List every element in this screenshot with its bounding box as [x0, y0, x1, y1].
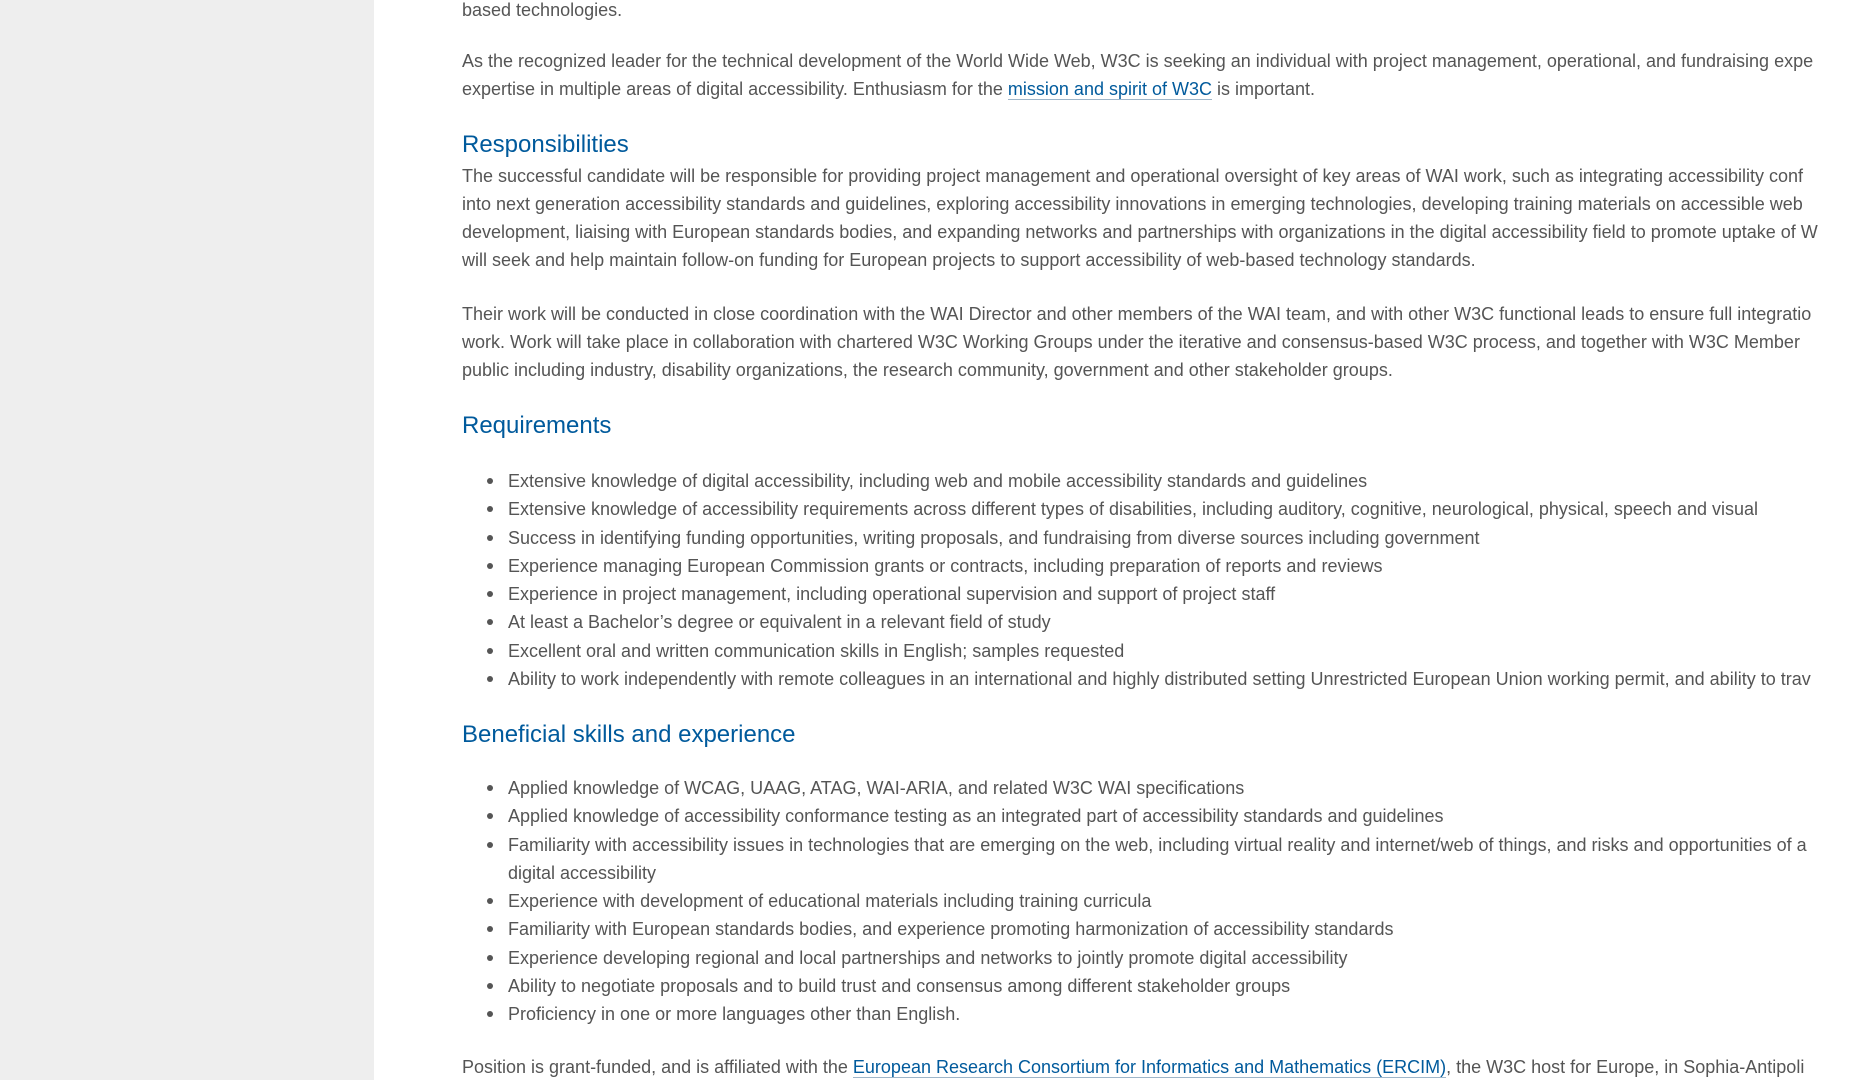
list-item: Familiarity with European standards bodies, and experience promoting harmonization of accessibility standards [462, 915, 1807, 943]
list-item: At least a Bachelor’s degree or equivalent in a relevant field of study [462, 608, 1811, 636]
list-item: Experience with development of educational materials including training curricula [462, 887, 1807, 915]
responsibilities-paragraph-1-line-2: into next generation accessibility standards and guidelines, exploring accessibility innovations in emerging technologies, developing training materials on accessible web [462, 194, 1803, 214]
intro-paragraph-line-2 [462, 75, 1315, 103]
list-item-text: Familiarity with accessibility issues in technologies that are emerging on the web, including virtual reality and internet/web of things, and risks and opportunities of a [508, 834, 1807, 855]
responsibilities-paragraph-2-line-3: public including industry, disability organizations, the research community, government and other stakeholder groups. [462, 360, 1393, 380]
responsibilities-paragraph-1-line-3: development, liaising with European standards bodies, and expanding networks and partnerships with organizations in the digital accessibility field to promote uptake of W [462, 222, 1818, 242]
ercim-link[interactable]: European Research Consortium for Informatics and Mathematics (ERCIM) [852, 1057, 1447, 1077]
main-content [462, 0, 1858, 1080]
footer-paragraph [462, 1053, 1804, 1080]
requirements-list [462, 467, 1811, 693]
requirements-heading: Requirements [462, 412, 612, 439]
mission-and-spirit-link[interactable]: mission and spirit of W3C [1007, 79, 1212, 99]
list-item: Extensive knowledge of accessibility requirements across different types of disabilities, including auditory, cognitive, neurological, physical, speech and visual [462, 495, 1811, 523]
responsibilities-paragraph-1-line-4: will seek and help maintain follow-on funding for European projects to support accessibility of web-based technology standards. [462, 250, 1476, 270]
list-item: Experience developing regional and local partnerships and networks to jointly promote digital accessibility [462, 944, 1807, 972]
responsibilities-paragraph-2-line-2: work. Work will take place in collaboration with chartered W3C Working Groups under the iterative and consensus-based W3C process, and together with W3C Member [462, 332, 1800, 352]
intro-text-before-link: expertise in multiple areas of digital accessibility. Enthusiasm for the [462, 79, 1008, 99]
beneficial-skills-list [462, 774, 1807, 1029]
list-item: Experience managing European Commission grants or contracts, including preparation of reports and reviews [462, 552, 1811, 580]
list-item: Applied knowledge of WCAG, UAAG, ATAG, WAI-ARIA, and related W3C WAI specifications [462, 774, 1807, 802]
list-item: Excellent oral and written communication skills in English; samples requested [462, 637, 1811, 665]
list-item-continuation: digital accessibility [508, 862, 657, 883]
list-item [462, 831, 1807, 888]
left-sidebar [0, 0, 374, 1080]
list-item: Proficiency in one or more languages other than English. [462, 1000, 1807, 1028]
list-item: Ability to work independently with remote colleagues in an international and highly distributed setting Unrestricted European Union working permit, and ability to trav [462, 665, 1811, 693]
list-item: Experience in project management, including operational supervision and support of project staff [462, 580, 1811, 608]
responsibilities-heading: Responsibilities [462, 131, 629, 158]
beneficial-skills-heading: Beneficial skills and experience [462, 721, 796, 748]
footer-text-after-link: , the W3C host for Europe, in Sophia-Antipoli [1446, 1057, 1805, 1077]
list-item: Ability to negotiate proposals and to build trust and consensus among different stakeholder groups [462, 972, 1807, 1000]
list-item: Success in identifying funding opportunities, writing proposals, and fundraising from diverse sources including government [462, 524, 1811, 552]
list-item: Extensive knowledge of digital accessibility, including web and mobile accessibility standards and guidelines [462, 467, 1811, 495]
intro-text-after-link: is important. [1212, 79, 1316, 99]
footer-text-before-link: Position is grant-funded, and is affiliated with the [462, 1057, 853, 1077]
list-item: Applied knowledge of accessibility conformance testing as an integrated part of accessibility standards and guidelines [462, 802, 1807, 830]
intro-paragraph-line-1: As the recognized leader for the technical development of the World Wide Web, W3C is seeking an individual with project management, operational, and fundraising expe [462, 51, 1814, 71]
intro-fragment-line: based technologies. [462, 0, 623, 20]
responsibilities-paragraph-1-line-1: The successful candidate will be responsible for providing project management and operational oversight of key areas of WAI work, such as integrating accessibility conf [462, 166, 1804, 186]
responsibilities-paragraph-2-line-1: Their work will be conducted in close coordination with the WAI Director and other members of the WAI team, and with other W3C functional leads to ensure full integratio [462, 304, 1812, 324]
